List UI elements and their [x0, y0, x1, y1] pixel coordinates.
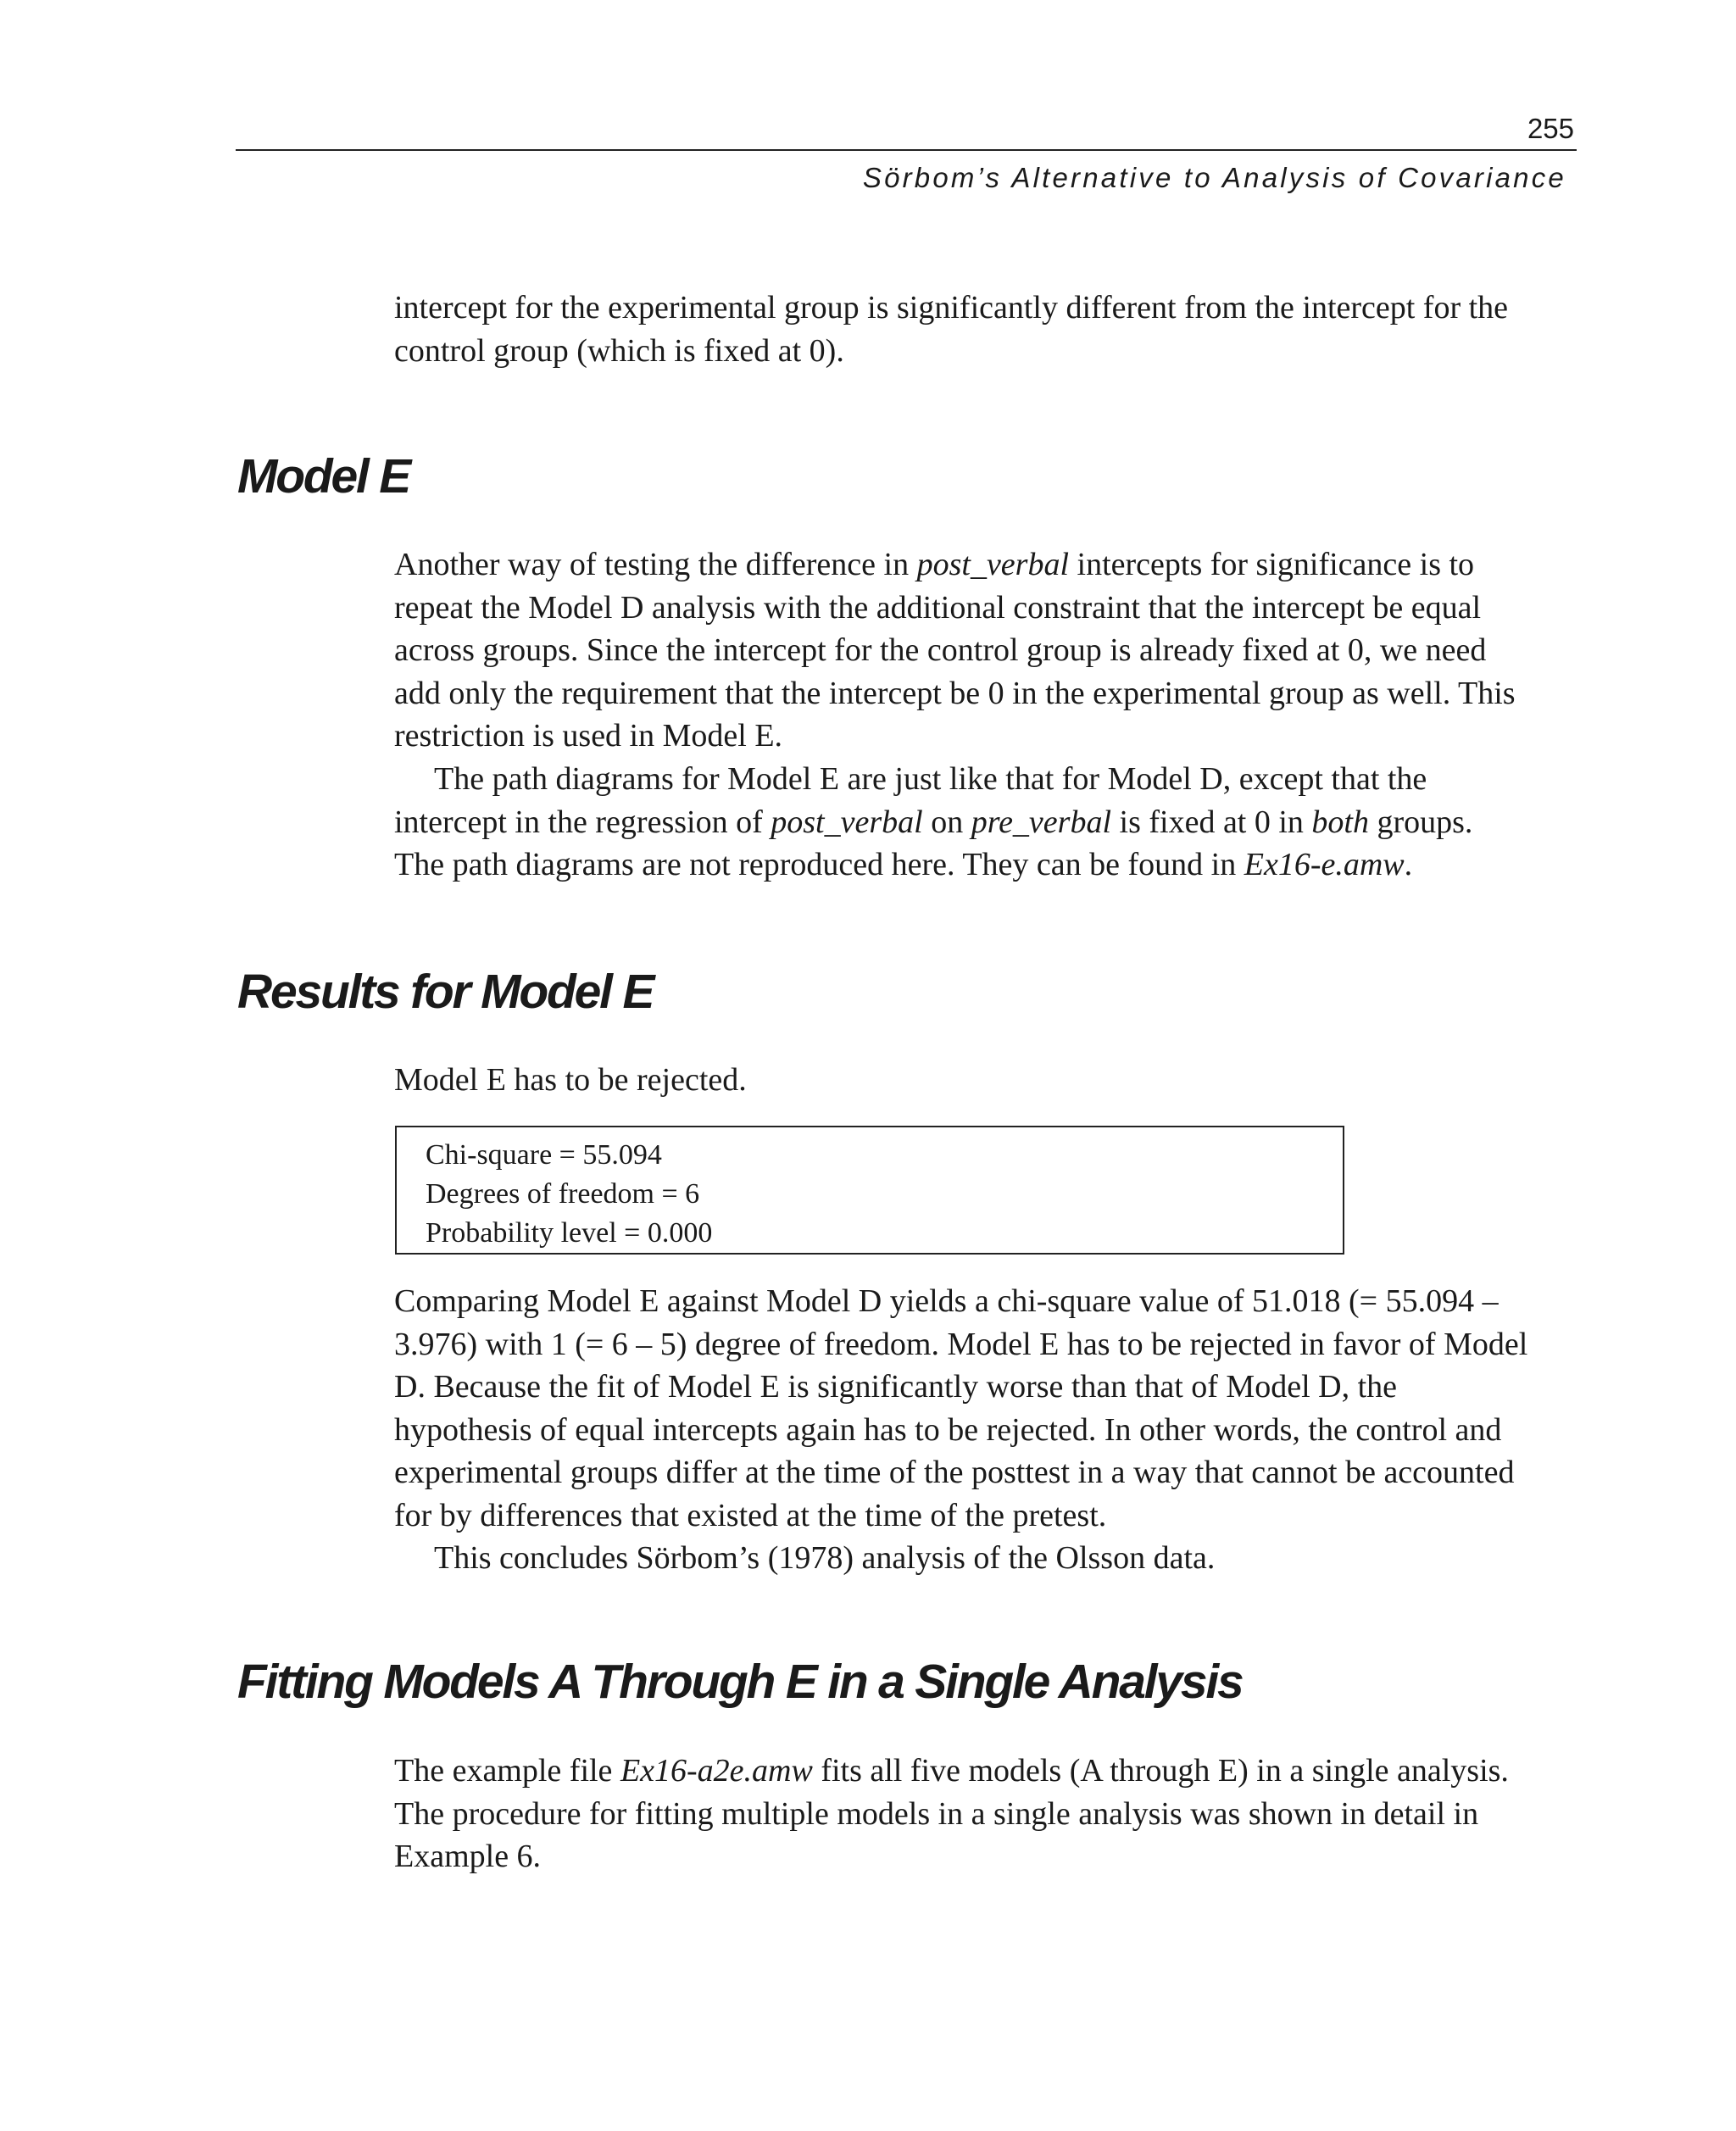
text-line: experimental groups differ at the time of the posttest in a way that cannot be accounted [394, 1455, 1515, 1490]
text-line: The procedure for fitting multiple models in a single analysis was shown in detail in [394, 1795, 1479, 1832]
text-line: The path diagrams for Model E are just like that for Model D, except that the [434, 761, 1427, 797]
text-run: The example file [394, 1753, 620, 1789]
text-line: 3.976) with 1 (= 6 – 5) degree of freedom. Model E has to be rejected in favor of Model [394, 1326, 1528, 1362]
text-run: The path diagrams are not reproduced here. They can be found in [394, 847, 1244, 882]
intro-paragraph [394, 287, 1581, 372]
italic-emphasis: both [1311, 804, 1369, 840]
results-paragraph-1 [394, 1280, 1581, 1580]
probability-level-stat: Probability level = 0.000 [426, 1217, 713, 1249]
running-header-title: Sörbom’s Alternative to Analysis of Covariance [862, 162, 1566, 193]
text-line [394, 843, 1581, 887]
italic-filename: Ex16-a2e.amw [620, 1753, 813, 1789]
text-run: intercept in the regression of [394, 804, 771, 840]
text-run: on [922, 804, 971, 840]
text-run: Another way of testing the difference in [394, 547, 917, 582]
results-lead-sentence [394, 1059, 1581, 1102]
text-run: fits all five models (A through E) in a single analysis. [812, 1753, 1509, 1789]
text-line [394, 801, 1581, 844]
text-run: groups. [1368, 804, 1473, 840]
text-line: Example 6. [394, 1839, 542, 1874]
model-e-paragraph-2 [394, 758, 1581, 887]
text-line: D. Because the fit of Model E is significantly worse than that of Model D, the [394, 1369, 1398, 1405]
fitting-paragraph [394, 1750, 1581, 1878]
section-heading-fitting-models: Fitting Models A Through E in a Single Analysis [237, 1655, 1243, 1709]
model-e-paragraph-1 [394, 543, 1581, 758]
header-rule [236, 149, 1577, 151]
text-line: This concludes Sörbom’s (1978) analysis of the Olsson data. [434, 1540, 1216, 1576]
text-run: is fixed at 0 in [1111, 804, 1312, 840]
italic-filename: Ex16-e.amw [1244, 847, 1405, 882]
fit-statistics-box [395, 1126, 1344, 1255]
text-line: hypothesis of equal intercepts again has to be rejected. In other words, the control and [394, 1411, 1502, 1448]
text-line: control group (which is fixed at 0). [394, 332, 844, 369]
section-heading-results-model-e: Results for Model E [237, 965, 654, 1019]
italic-variable: post_verbal [771, 804, 923, 840]
text-line [394, 543, 1581, 587]
degrees-of-freedom-stat: Degrees of freedom = 6 [426, 1178, 700, 1210]
chi-square-stat: Chi-square = 55.094 [426, 1139, 662, 1171]
text-line: restriction is used in Model E. [394, 718, 783, 754]
italic-variable: post_verbal [916, 547, 1070, 582]
text-line: for by differences that existed at the time of the pretest. [394, 1497, 1107, 1533]
text-line: add only the requirement that the intercept be 0 in the experimental group as well. This [394, 675, 1516, 711]
italic-variable: pre_verbal [971, 804, 1112, 840]
text-line: Comparing Model E against Model D yields a chi-square value of 51.018 (= 55.094 – [394, 1283, 1499, 1319]
text-line: Model E has to be rejected. [394, 1062, 747, 1098]
text-run: . [1404, 847, 1413, 882]
page-number: 255 [1527, 113, 1574, 144]
text-line: intercept for the experimental group is significantly different from the intercept for the [394, 290, 1509, 325]
text-line: repeat the Model D analysis with the additional constraint that the intercept be equal [394, 589, 1482, 626]
section-heading-model-e: Model E [237, 449, 410, 504]
text-line [394, 1750, 1581, 1793]
text-run: intercepts for significance is to [1069, 547, 1475, 582]
text-line: across groups. Since the intercept for the control group is already fixed at 0, we need [394, 632, 1487, 668]
